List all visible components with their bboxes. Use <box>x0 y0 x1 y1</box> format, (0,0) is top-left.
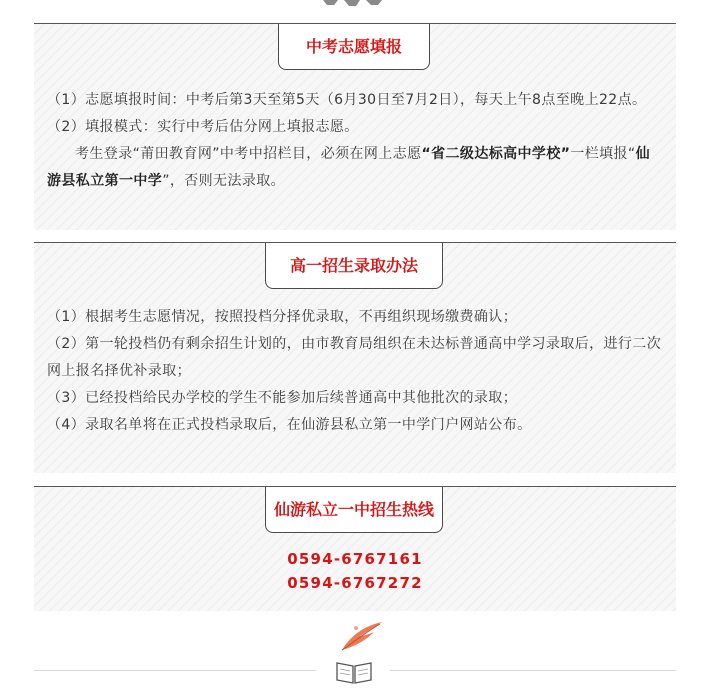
admission-rule-3: （3）已经投档给民办学校的学生不能参加后续普通高中其他批次的录取； <box>47 390 518 406</box>
footer-divider-right <box>390 670 676 671</box>
paragraph-mode: （2）填报模式：实行中考后估分网上填报志愿。 <box>47 119 359 135</box>
login-text-2: 一栏填报“ <box>570 146 636 162</box>
admission-rule-1: （1）根据考生志愿情况，按照投档分择优录取，不再组织现场缴费确认； <box>47 309 518 325</box>
phone-number-1[interactable]: 0594-6767161 <box>287 550 423 568</box>
admission-rule-4: （4）录取名单将在正式投档录取后，在仙游县私立第一中学门户网站公布。 <box>47 417 532 433</box>
login-text-1: 考生登录“莆田教育网”中考中招栏目，必须在网上志愿 <box>75 146 422 162</box>
section-application <box>34 23 676 230</box>
book-icon <box>334 657 374 685</box>
section-title-hotline: 仙游私立一中招生热线 <box>265 487 443 533</box>
section-title-admission: 高一招生录取办法 <box>265 243 443 289</box>
paragraph-login <box>47 141 664 195</box>
pencil-icon <box>318 0 388 8</box>
footer-divider-left <box>34 670 316 671</box>
paragraph-time: （1）志愿填报时间：中考后第3天至第5天（6月30日至7月2日），每天上午8点至晚上22点。 <box>47 92 647 108</box>
section-title-application: 中考志愿填报 <box>278 24 430 70</box>
school-level-text: “省二级达标高中学校” <box>421 146 571 162</box>
hotline-numbers <box>34 547 676 595</box>
section-body-application <box>47 87 664 195</box>
section-body-admission <box>47 304 664 439</box>
section-admission <box>34 242 676 473</box>
login-text-3: ”，否则无法录取。 <box>162 173 286 189</box>
admission-rule-2: （2）第一轮投档仍有剩余招生计划的，由市教育局组织在未达标普通高中学习录取后，进行二次网上报名择优补录取； <box>47 336 662 379</box>
phone-number-2[interactable]: 0594-6767272 <box>287 574 423 592</box>
section-hotline <box>34 486 676 611</box>
school-name: 仙游县私立第一中学 <box>47 146 650 189</box>
feather-icon <box>336 620 386 652</box>
